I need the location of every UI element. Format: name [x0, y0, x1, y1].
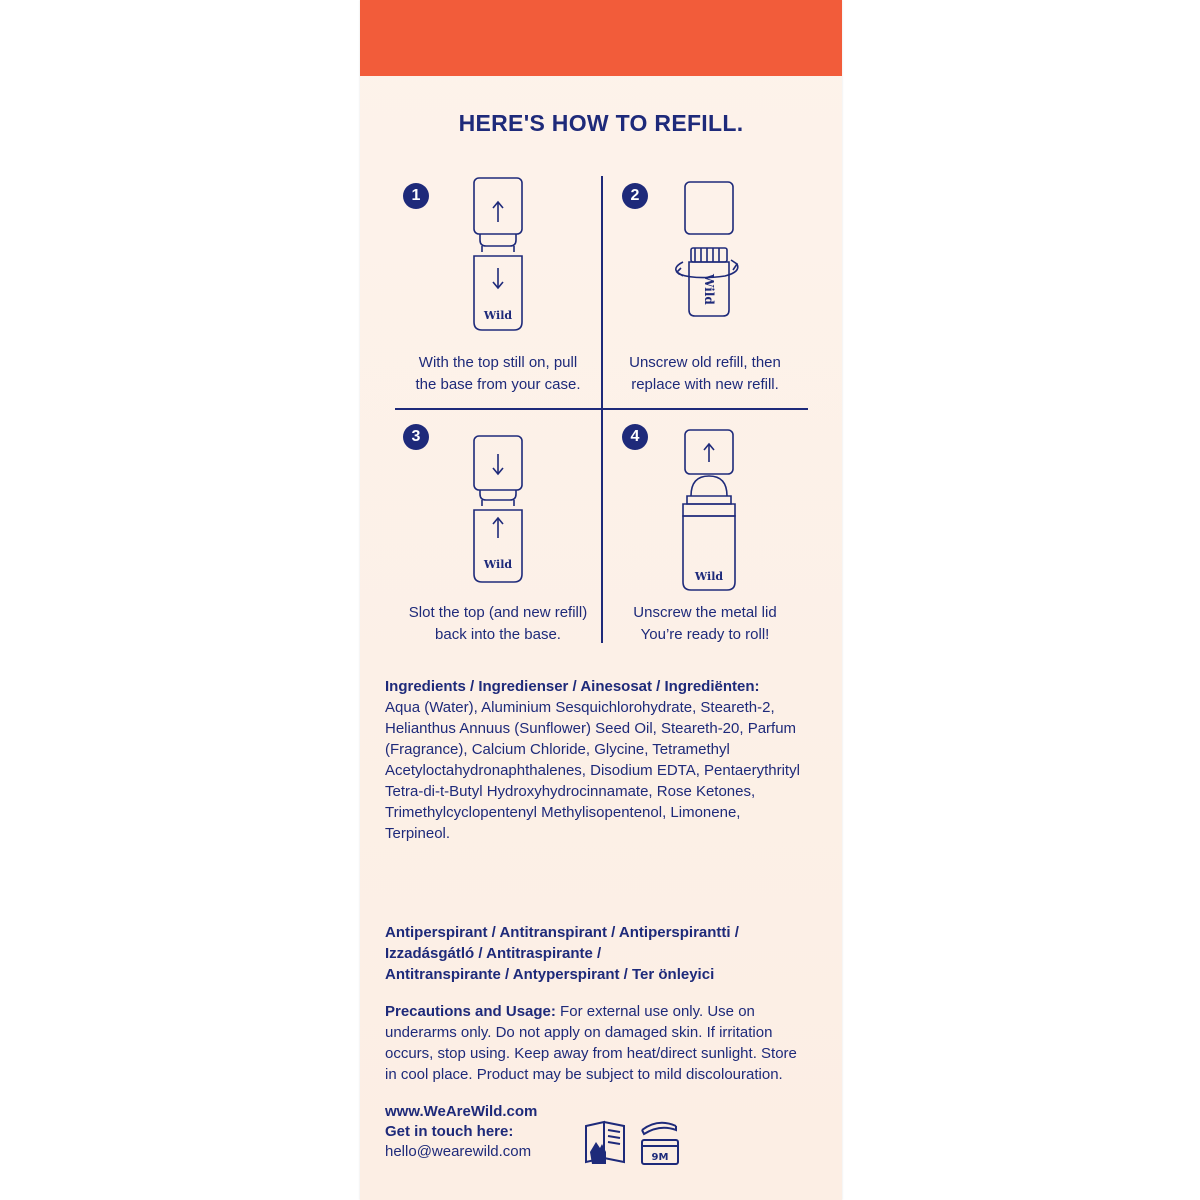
- ingredients-line: Terpineol.: [385, 825, 451, 842]
- website-link[interactable]: www.WeAreWild.com: [385, 1103, 538, 1120]
- ingredients-heading: Ingredients / Ingredienser / Ainesosat / Ingrediënten:: [385, 678, 760, 695]
- step-2-brand: Wild: [702, 274, 716, 305]
- antiperspirant-line: Izzadásgátló / Antitraspirante /: [385, 945, 602, 962]
- step-3-caption-line-2: back into the base.: [435, 626, 561, 643]
- step-3-caption-line-1: Slot the top (and new refill): [408, 604, 588, 621]
- refill-title: HERE'S HOW TO REFILL.: [458, 110, 744, 136]
- get-in-touch-label: Get in touch here:: [385, 1123, 514, 1140]
- pao-label: 9M: [651, 1152, 669, 1163]
- step-1-number: 1: [403, 183, 429, 209]
- step-2-caption-line-2: replace with new refill.: [631, 376, 779, 393]
- ingredients-line: Trimethylcyclopentenyl Methylisopentenol, Limonene,: [385, 804, 741, 821]
- step-3-number: 3: [403, 424, 429, 450]
- step-3-brand: Wild: [483, 558, 513, 571]
- ingredients-line: Aqua (Water), Aluminium Sesquichlorohydrate, Steareth-2,: [385, 699, 775, 716]
- precautions-line: occurs, stop using. Keep away from heat/direct sunlight. Store: [385, 1045, 797, 1062]
- step-4-number: 4: [622, 424, 648, 450]
- antiperspirant-section: [385, 922, 825, 985]
- step-1-caption-line-2: the base from your case.: [415, 376, 581, 393]
- ingredients-line: (Fragrance), Calcium Chloride, Glycine, Tetramethyl: [385, 741, 730, 758]
- step-2-caption-line-1: Unscrew old refill, then: [629, 354, 781, 371]
- ingredients-line: Acetyloctahydronaphthalenes, Disodium EDTA, Pentaerythrityl: [385, 762, 800, 779]
- step-1-caption-line-1: With the top still on, pull: [418, 354, 578, 371]
- precautions-label: Precautions and Usage:: [385, 1003, 556, 1020]
- step-4-caption-line-2: You’re ready to roll!: [640, 626, 770, 643]
- unscrew-refill-icon: [665, 176, 755, 322]
- step-2-caption: [595, 352, 815, 396]
- read-leaflet-icon: [582, 1118, 630, 1166]
- grid-divider-horizontal: [395, 408, 808, 410]
- step-1-brand: Wild: [483, 309, 513, 322]
- ingredients-line: Tetra-di-t-Butyl Hydroxyhydrocinnamate, Rose Ketones,: [385, 783, 756, 800]
- product-box-panel: [360, 0, 842, 1200]
- slot-top-icon: [460, 430, 540, 586]
- step-3-caption: [388, 602, 608, 646]
- precautions-line-1-text: For external use only. Use on: [555, 1003, 755, 1020]
- pull-base-icon: [460, 172, 540, 334]
- top-color-band: [360, 0, 842, 76]
- step-4-caption: [595, 602, 815, 646]
- step-2-number: 2: [622, 183, 648, 209]
- antiperspirant-line: Antiperspirant / Antitranspirant / Antiperspirantti /: [385, 924, 739, 941]
- antiperspirant-line: Antitranspirante / Antyperspirant / Ter önleyici: [385, 966, 715, 983]
- precautions-section: [385, 1001, 825, 1085]
- precautions-line: underarms only. Do not apply on damaged skin. If irritation: [385, 1024, 773, 1041]
- step-4-brand: Wild: [694, 570, 724, 583]
- open-jar-icon: [638, 1120, 682, 1168]
- remove-lid-icon: [665, 426, 755, 594]
- contact-section: [385, 1102, 605, 1162]
- ingredients-line: Helianthus Annuus (Sunflower) Seed Oil, Steareth-20, Parfum: [385, 720, 797, 737]
- ingredients-section: [385, 676, 825, 844]
- step-4-caption-line-1: Unscrew the metal lid: [633, 604, 777, 621]
- email-link[interactable]: hello@wearewild.com: [385, 1143, 532, 1160]
- precautions-first-line: [385, 1001, 825, 1022]
- step-1-caption: [388, 352, 608, 396]
- precautions-line: in cool place. Product may be subject to mild discolouration.: [385, 1066, 783, 1083]
